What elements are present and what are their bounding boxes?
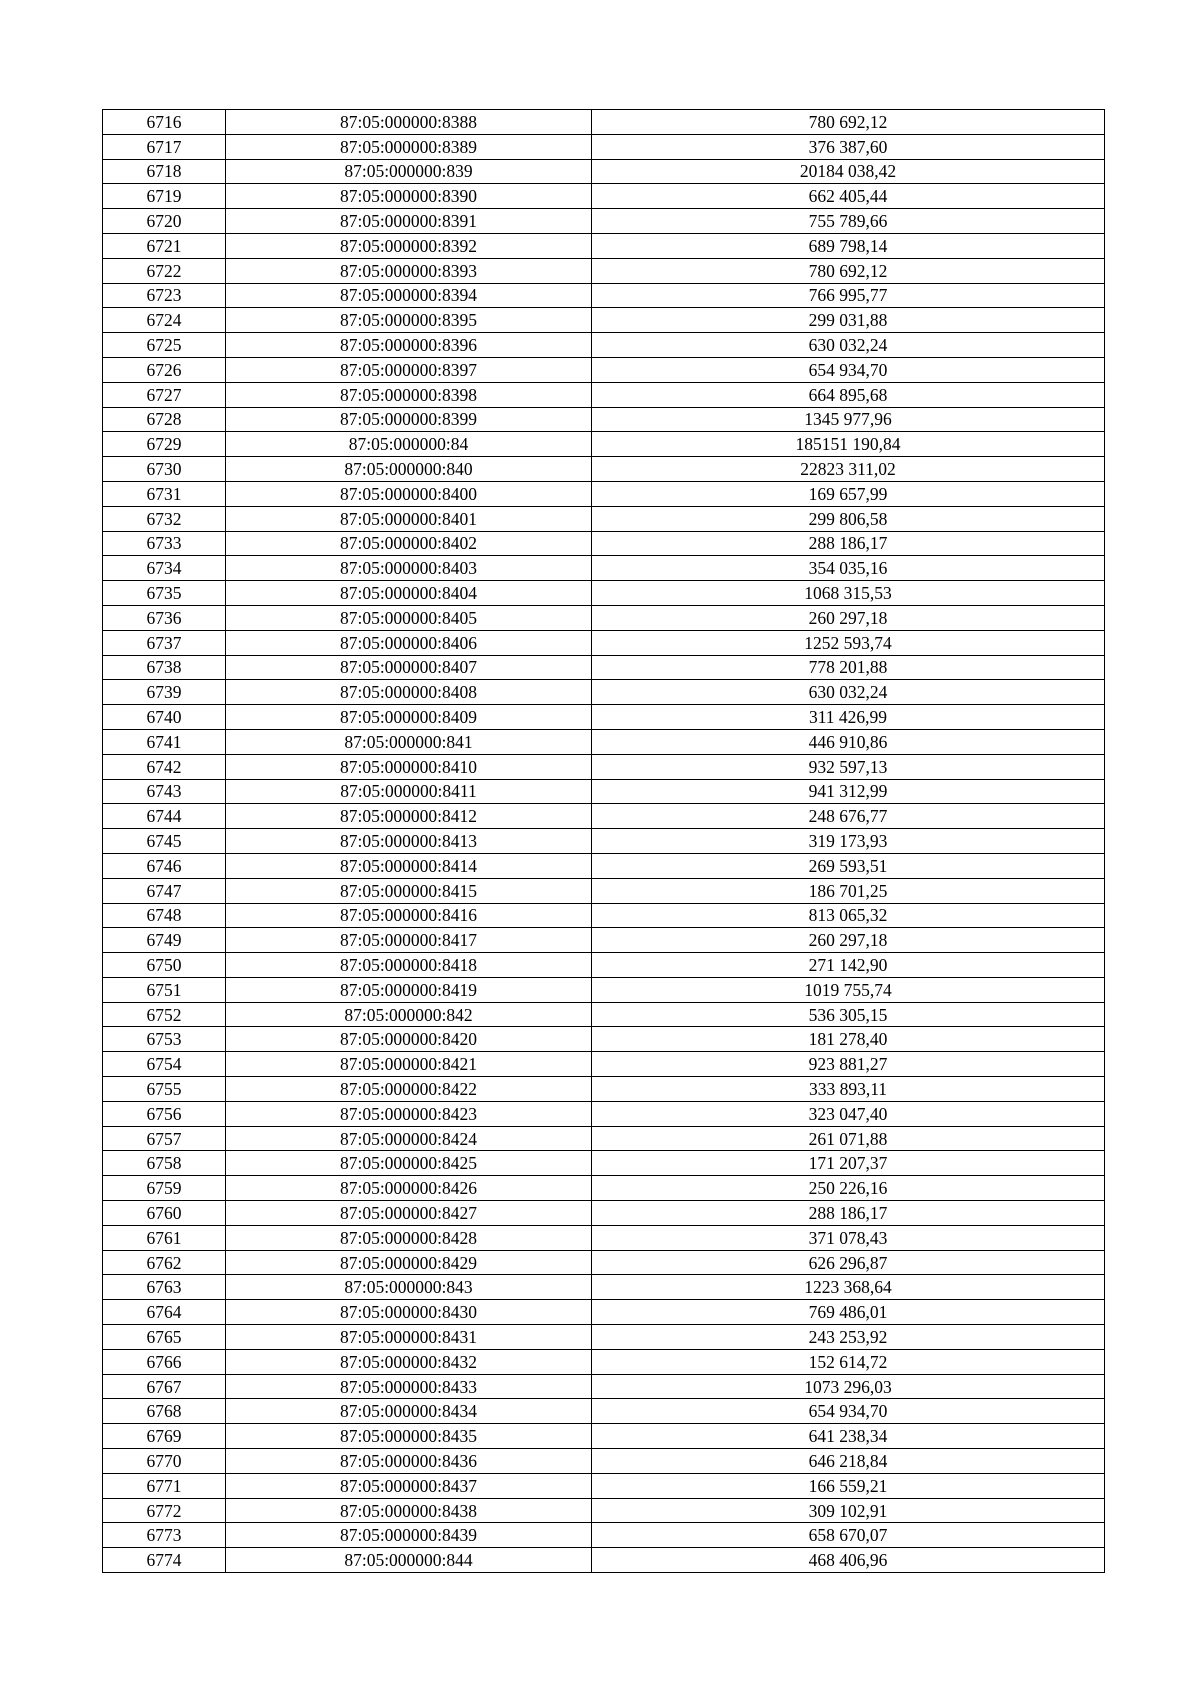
row-number-cell: 6716 bbox=[103, 110, 226, 135]
row-number-cell: 6764 bbox=[103, 1300, 226, 1325]
table-row bbox=[103, 1077, 1105, 1102]
value-cell: 323 047,40 bbox=[592, 1101, 1105, 1126]
value-cell: 630 032,24 bbox=[592, 680, 1105, 705]
table-row bbox=[103, 209, 1105, 234]
table-row bbox=[103, 283, 1105, 308]
cadastral-number-cell: 87:05:000000:841 bbox=[226, 729, 592, 754]
cadastral-number-cell: 87:05:000000:8401 bbox=[226, 506, 592, 531]
row-number-cell: 6729 bbox=[103, 432, 226, 457]
table-row bbox=[103, 159, 1105, 184]
value-cell: 923 881,27 bbox=[592, 1052, 1105, 1077]
row-number-cell: 6751 bbox=[103, 977, 226, 1002]
cadastral-number-cell: 87:05:000000:8422 bbox=[226, 1077, 592, 1102]
table-row bbox=[103, 382, 1105, 407]
value-cell: 468 406,96 bbox=[592, 1548, 1105, 1573]
row-number-cell: 6723 bbox=[103, 283, 226, 308]
value-cell: 354 035,16 bbox=[592, 556, 1105, 581]
table-row bbox=[103, 1548, 1105, 1573]
value-cell: 755 789,66 bbox=[592, 209, 1105, 234]
table-row bbox=[103, 506, 1105, 531]
table-row bbox=[103, 878, 1105, 903]
row-number-cell: 6738 bbox=[103, 655, 226, 680]
table-row bbox=[103, 1473, 1105, 1498]
row-number-cell: 6733 bbox=[103, 531, 226, 556]
table-row bbox=[103, 1449, 1105, 1474]
row-number-cell: 6742 bbox=[103, 754, 226, 779]
table-row bbox=[103, 1424, 1105, 1449]
cadastral-number-cell: 87:05:000000:844 bbox=[226, 1548, 592, 1573]
cadastral-number-cell: 87:05:000000:8390 bbox=[226, 184, 592, 209]
table-row bbox=[103, 481, 1105, 506]
cadastral-number-cell: 87:05:000000:840 bbox=[226, 457, 592, 482]
table-row bbox=[103, 1101, 1105, 1126]
row-number-cell: 6726 bbox=[103, 357, 226, 382]
row-number-cell: 6737 bbox=[103, 630, 226, 655]
value-cell: 166 559,21 bbox=[592, 1473, 1105, 1498]
value-cell: 299 806,58 bbox=[592, 506, 1105, 531]
row-number-cell: 6771 bbox=[103, 1473, 226, 1498]
cadastral-number-cell: 87:05:000000:8416 bbox=[226, 903, 592, 928]
value-cell: 181 278,40 bbox=[592, 1027, 1105, 1052]
table-row bbox=[103, 705, 1105, 730]
value-cell: 271 142,90 bbox=[592, 953, 1105, 978]
value-cell: 658 670,07 bbox=[592, 1523, 1105, 1548]
row-number-cell: 6719 bbox=[103, 184, 226, 209]
row-number-cell: 6767 bbox=[103, 1374, 226, 1399]
row-number-cell: 6770 bbox=[103, 1449, 226, 1474]
value-cell: 689 798,14 bbox=[592, 233, 1105, 258]
row-number-cell: 6745 bbox=[103, 829, 226, 854]
row-number-cell: 6718 bbox=[103, 159, 226, 184]
value-cell: 662 405,44 bbox=[592, 184, 1105, 209]
row-number-cell: 6769 bbox=[103, 1424, 226, 1449]
cadastral-number-cell: 87:05:000000:8423 bbox=[226, 1101, 592, 1126]
table-row bbox=[103, 953, 1105, 978]
value-cell: 260 297,18 bbox=[592, 605, 1105, 630]
value-cell: 1345 977,96 bbox=[592, 407, 1105, 432]
cadastral-number-cell: 87:05:000000:8434 bbox=[226, 1399, 592, 1424]
value-cell: 20184 038,42 bbox=[592, 159, 1105, 184]
table-row bbox=[103, 779, 1105, 804]
value-cell: 932 597,13 bbox=[592, 754, 1105, 779]
cadastral-number-cell: 87:05:000000:8426 bbox=[226, 1176, 592, 1201]
table-row bbox=[103, 754, 1105, 779]
cadastral-number-cell: 87:05:000000:8403 bbox=[226, 556, 592, 581]
value-cell: 778 201,88 bbox=[592, 655, 1105, 680]
value-cell: 376 387,60 bbox=[592, 134, 1105, 159]
cadastral-number-cell: 87:05:000000:8393 bbox=[226, 258, 592, 283]
cadastral-number-cell: 87:05:000000:8436 bbox=[226, 1449, 592, 1474]
cadastral-number-cell: 87:05:000000:8388 bbox=[226, 110, 592, 135]
cadastral-number-cell: 87:05:000000:8417 bbox=[226, 928, 592, 953]
table-row bbox=[103, 432, 1105, 457]
row-number-cell: 6747 bbox=[103, 878, 226, 903]
row-number-cell: 6727 bbox=[103, 382, 226, 407]
value-cell: 630 032,24 bbox=[592, 333, 1105, 358]
table-row bbox=[103, 531, 1105, 556]
table-row bbox=[103, 134, 1105, 159]
row-number-cell: 6763 bbox=[103, 1275, 226, 1300]
row-number-cell: 6759 bbox=[103, 1176, 226, 1201]
table-row bbox=[103, 1002, 1105, 1027]
table-row bbox=[103, 977, 1105, 1002]
value-cell: 536 305,15 bbox=[592, 1002, 1105, 1027]
table-row bbox=[103, 853, 1105, 878]
table-row bbox=[103, 333, 1105, 358]
cadastral-number-cell: 87:05:000000:8394 bbox=[226, 283, 592, 308]
row-number-cell: 6721 bbox=[103, 233, 226, 258]
row-number-cell: 6720 bbox=[103, 209, 226, 234]
table-row bbox=[103, 457, 1105, 482]
cadastral-number-cell: 87:05:000000:8392 bbox=[226, 233, 592, 258]
cadastral-number-cell: 87:05:000000:8395 bbox=[226, 308, 592, 333]
table-row bbox=[103, 1325, 1105, 1350]
row-number-cell: 6722 bbox=[103, 258, 226, 283]
cadastral-number-cell: 87:05:000000:8402 bbox=[226, 531, 592, 556]
cadastral-number-cell: 87:05:000000:8412 bbox=[226, 804, 592, 829]
value-cell: 664 895,68 bbox=[592, 382, 1105, 407]
row-number-cell: 6755 bbox=[103, 1077, 226, 1102]
table-row bbox=[103, 581, 1105, 606]
row-number-cell: 6735 bbox=[103, 581, 226, 606]
value-cell: 248 676,77 bbox=[592, 804, 1105, 829]
row-number-cell: 6766 bbox=[103, 1349, 226, 1374]
cadastral-number-cell: 87:05:000000:8389 bbox=[226, 134, 592, 159]
value-cell: 813 065,32 bbox=[592, 903, 1105, 928]
cadastral-number-cell: 87:05:000000:8410 bbox=[226, 754, 592, 779]
cadastral-number-cell: 87:05:000000:8433 bbox=[226, 1374, 592, 1399]
row-number-cell: 6717 bbox=[103, 134, 226, 159]
table-row bbox=[103, 1225, 1105, 1250]
row-number-cell: 6739 bbox=[103, 680, 226, 705]
cadastral-number-cell: 87:05:000000:8437 bbox=[226, 1473, 592, 1498]
table-row bbox=[103, 630, 1105, 655]
value-cell: 311 426,99 bbox=[592, 705, 1105, 730]
table-row bbox=[103, 1250, 1105, 1275]
value-cell: 371 078,43 bbox=[592, 1225, 1105, 1250]
table-row bbox=[103, 258, 1105, 283]
value-cell: 186 701,25 bbox=[592, 878, 1105, 903]
table-row bbox=[103, 1052, 1105, 1077]
row-number-cell: 6756 bbox=[103, 1101, 226, 1126]
cadastral-number-cell: 87:05:000000:842 bbox=[226, 1002, 592, 1027]
cadastral-number-cell: 87:05:000000:8427 bbox=[226, 1201, 592, 1226]
value-cell: 646 218,84 bbox=[592, 1449, 1105, 1474]
row-number-cell: 6760 bbox=[103, 1201, 226, 1226]
value-cell: 780 692,12 bbox=[592, 110, 1105, 135]
value-cell: 769 486,01 bbox=[592, 1300, 1105, 1325]
cadastral-number-cell: 87:05:000000:839 bbox=[226, 159, 592, 184]
value-cell: 319 173,93 bbox=[592, 829, 1105, 854]
row-number-cell: 6736 bbox=[103, 605, 226, 630]
table-row bbox=[103, 1300, 1105, 1325]
cadastral-value-table bbox=[102, 109, 1105, 1573]
cadastral-number-cell: 87:05:000000:8413 bbox=[226, 829, 592, 854]
value-cell: 269 593,51 bbox=[592, 853, 1105, 878]
cadastral-number-cell: 87:05:000000:8421 bbox=[226, 1052, 592, 1077]
table-row bbox=[103, 1349, 1105, 1374]
table-row bbox=[103, 357, 1105, 382]
table-row bbox=[103, 110, 1105, 135]
table-row bbox=[103, 1498, 1105, 1523]
table-row bbox=[103, 407, 1105, 432]
table-row bbox=[103, 1027, 1105, 1052]
table-row bbox=[103, 1275, 1105, 1300]
value-cell: 243 253,92 bbox=[592, 1325, 1105, 1350]
value-cell: 1252 593,74 bbox=[592, 630, 1105, 655]
value-cell: 288 186,17 bbox=[592, 531, 1105, 556]
cadastral-number-cell: 87:05:000000:8424 bbox=[226, 1126, 592, 1151]
value-cell: 261 071,88 bbox=[592, 1126, 1105, 1151]
value-cell: 1068 315,53 bbox=[592, 581, 1105, 606]
cadastral-number-cell: 87:05:000000:8397 bbox=[226, 357, 592, 382]
value-cell: 152 614,72 bbox=[592, 1349, 1105, 1374]
table-row bbox=[103, 308, 1105, 333]
cadastral-number-cell: 87:05:000000:8407 bbox=[226, 655, 592, 680]
cadastral-number-cell: 87:05:000000:8428 bbox=[226, 1225, 592, 1250]
value-cell: 309 102,91 bbox=[592, 1498, 1105, 1523]
cadastral-number-cell: 87:05:000000:8435 bbox=[226, 1424, 592, 1449]
table-row bbox=[103, 680, 1105, 705]
cadastral-number-cell: 87:05:000000:843 bbox=[226, 1275, 592, 1300]
cadastral-number-cell: 87:05:000000:8400 bbox=[226, 481, 592, 506]
row-number-cell: 6749 bbox=[103, 928, 226, 953]
cadastral-number-cell: 87:05:000000:8419 bbox=[226, 977, 592, 1002]
table-row bbox=[103, 1176, 1105, 1201]
row-number-cell: 6734 bbox=[103, 556, 226, 581]
table-row bbox=[103, 1399, 1105, 1424]
cadastral-number-cell: 87:05:000000:8391 bbox=[226, 209, 592, 234]
cadastral-number-cell: 87:05:000000:8409 bbox=[226, 705, 592, 730]
row-number-cell: 6768 bbox=[103, 1399, 226, 1424]
row-number-cell: 6743 bbox=[103, 779, 226, 804]
cadastral-number-cell: 87:05:000000:8432 bbox=[226, 1349, 592, 1374]
row-number-cell: 6748 bbox=[103, 903, 226, 928]
table-row bbox=[103, 729, 1105, 754]
row-number-cell: 6765 bbox=[103, 1325, 226, 1350]
table-row bbox=[103, 556, 1105, 581]
row-number-cell: 6758 bbox=[103, 1151, 226, 1176]
value-cell: 288 186,17 bbox=[592, 1201, 1105, 1226]
value-cell: 941 312,99 bbox=[592, 779, 1105, 804]
row-number-cell: 6730 bbox=[103, 457, 226, 482]
cadastral-number-cell: 87:05:000000:8415 bbox=[226, 878, 592, 903]
value-cell: 1223 368,64 bbox=[592, 1275, 1105, 1300]
row-number-cell: 6753 bbox=[103, 1027, 226, 1052]
value-cell: 766 995,77 bbox=[592, 283, 1105, 308]
table-row bbox=[103, 655, 1105, 680]
row-number-cell: 6757 bbox=[103, 1126, 226, 1151]
row-number-cell: 6728 bbox=[103, 407, 226, 432]
value-cell: 1019 755,74 bbox=[592, 977, 1105, 1002]
row-number-cell: 6741 bbox=[103, 729, 226, 754]
table-row bbox=[103, 928, 1105, 953]
value-cell: 333 893,11 bbox=[592, 1077, 1105, 1102]
value-cell: 169 657,99 bbox=[592, 481, 1105, 506]
row-number-cell: 6762 bbox=[103, 1250, 226, 1275]
row-number-cell: 6754 bbox=[103, 1052, 226, 1077]
table-row bbox=[103, 804, 1105, 829]
table-row bbox=[103, 1201, 1105, 1226]
row-number-cell: 6731 bbox=[103, 481, 226, 506]
row-number-cell: 6774 bbox=[103, 1548, 226, 1573]
row-number-cell: 6740 bbox=[103, 705, 226, 730]
row-number-cell: 6761 bbox=[103, 1225, 226, 1250]
cadastral-number-cell: 87:05:000000:8429 bbox=[226, 1250, 592, 1275]
value-cell: 654 934,70 bbox=[592, 1399, 1105, 1424]
value-cell: 446 910,86 bbox=[592, 729, 1105, 754]
value-cell: 171 207,37 bbox=[592, 1151, 1105, 1176]
cadastral-number-cell: 87:05:000000:8414 bbox=[226, 853, 592, 878]
row-number-cell: 6744 bbox=[103, 804, 226, 829]
cadastral-number-cell: 87:05:000000:8418 bbox=[226, 953, 592, 978]
value-cell: 626 296,87 bbox=[592, 1250, 1105, 1275]
table-body bbox=[103, 110, 1105, 1573]
row-number-cell: 6750 bbox=[103, 953, 226, 978]
row-number-cell: 6746 bbox=[103, 853, 226, 878]
cadastral-number-cell: 87:05:000000:8420 bbox=[226, 1027, 592, 1052]
cadastral-number-cell: 87:05:000000:8406 bbox=[226, 630, 592, 655]
value-cell: 250 226,16 bbox=[592, 1176, 1105, 1201]
table-row bbox=[103, 1126, 1105, 1151]
table-row bbox=[103, 829, 1105, 854]
row-number-cell: 6773 bbox=[103, 1523, 226, 1548]
cadastral-number-cell: 87:05:000000:8408 bbox=[226, 680, 592, 705]
cadastral-number-cell: 87:05:000000:8425 bbox=[226, 1151, 592, 1176]
value-cell: 1073 296,03 bbox=[592, 1374, 1105, 1399]
table-row bbox=[103, 233, 1105, 258]
table-row bbox=[103, 1523, 1105, 1548]
cadastral-number-cell: 87:05:000000:8411 bbox=[226, 779, 592, 804]
value-cell: 299 031,88 bbox=[592, 308, 1105, 333]
value-cell: 22823 311,02 bbox=[592, 457, 1105, 482]
table-row bbox=[103, 903, 1105, 928]
row-number-cell: 6732 bbox=[103, 506, 226, 531]
cadastral-number-cell: 87:05:000000:8398 bbox=[226, 382, 592, 407]
cadastral-number-cell: 87:05:000000:8399 bbox=[226, 407, 592, 432]
cadastral-number-cell: 87:05:000000:8439 bbox=[226, 1523, 592, 1548]
table-row bbox=[103, 184, 1105, 209]
cadastral-number-cell: 87:05:000000:8404 bbox=[226, 581, 592, 606]
value-cell: 641 238,34 bbox=[592, 1424, 1105, 1449]
row-number-cell: 6725 bbox=[103, 333, 226, 358]
row-number-cell: 6772 bbox=[103, 1498, 226, 1523]
table-row bbox=[103, 605, 1105, 630]
cadastral-number-cell: 87:05:000000:84 bbox=[226, 432, 592, 457]
value-cell: 185151 190,84 bbox=[592, 432, 1105, 457]
cadastral-number-cell: 87:05:000000:8430 bbox=[226, 1300, 592, 1325]
cadastral-number-cell: 87:05:000000:8431 bbox=[226, 1325, 592, 1350]
value-cell: 654 934,70 bbox=[592, 357, 1105, 382]
value-cell: 780 692,12 bbox=[592, 258, 1105, 283]
cadastral-number-cell: 87:05:000000:8396 bbox=[226, 333, 592, 358]
value-cell: 260 297,18 bbox=[592, 928, 1105, 953]
cadastral-number-cell: 87:05:000000:8405 bbox=[226, 605, 592, 630]
table-row bbox=[103, 1374, 1105, 1399]
row-number-cell: 6724 bbox=[103, 308, 226, 333]
table-row bbox=[103, 1151, 1105, 1176]
cadastral-number-cell: 87:05:000000:8438 bbox=[226, 1498, 592, 1523]
row-number-cell: 6752 bbox=[103, 1002, 226, 1027]
